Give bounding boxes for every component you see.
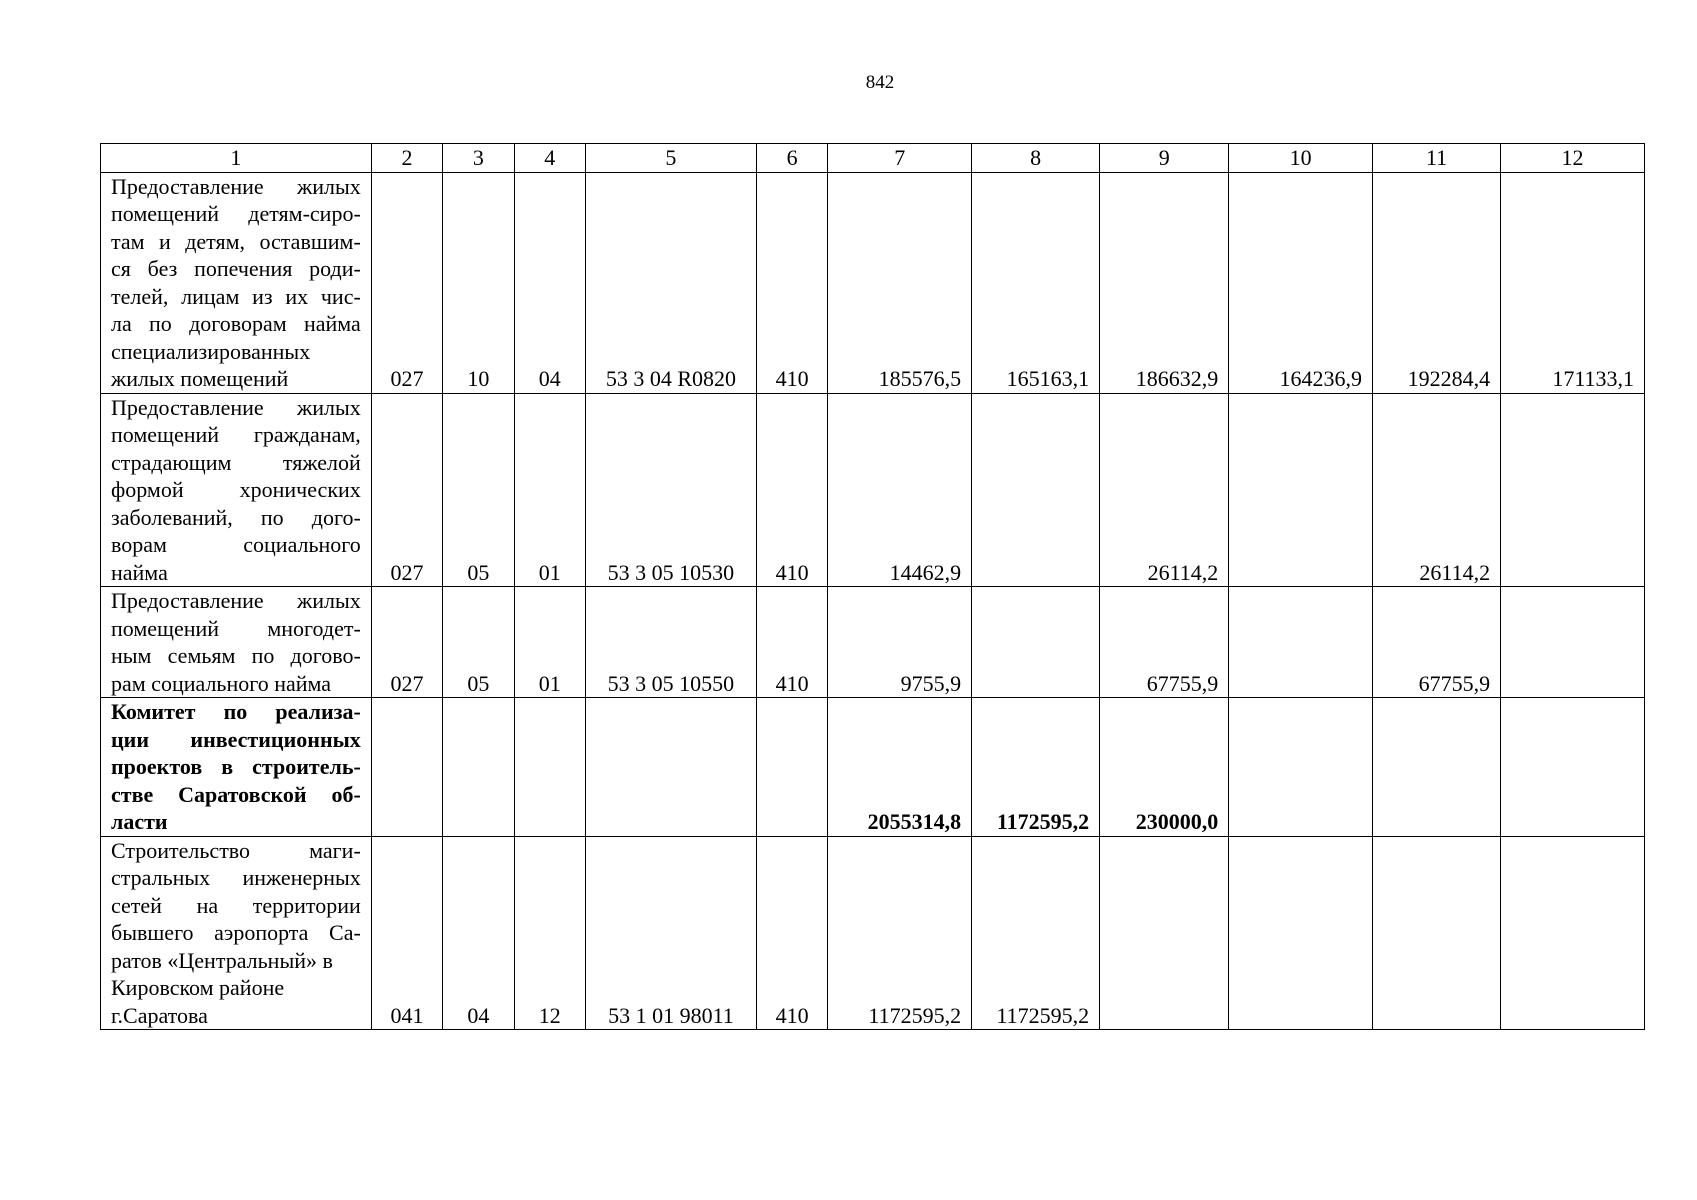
cell-value: 1172595,2: [972, 698, 1100, 837]
column-header: 4: [514, 144, 585, 173]
cell-section: 10: [443, 172, 514, 393]
description-line: ции инвестиционных: [111, 726, 361, 752]
cell-ministry-code: [371, 698, 442, 837]
description-line: ласти: [111, 809, 168, 834]
cell-subsection: 01: [514, 393, 585, 587]
cell-value: 1172595,2: [972, 836, 1100, 1030]
cell-section: 05: [443, 393, 514, 587]
page-number: 842: [865, 72, 895, 93]
cell-value: 67755,9: [1373, 587, 1501, 698]
cell-ministry-code: 027: [371, 587, 442, 698]
description-line: Предоставление жилых: [111, 394, 361, 420]
cell-ministry-code: 041: [371, 836, 442, 1030]
cell-value: 9755,9: [828, 587, 972, 698]
description-line: помещений многодет-: [111, 615, 361, 641]
cell-value: [1501, 698, 1645, 837]
cell-value: 164236,9: [1229, 172, 1373, 393]
cell-target-article: 53 3 04 R0820: [585, 172, 756, 393]
cell-value: [972, 393, 1100, 587]
cell-target-article: [585, 698, 756, 837]
description-line: Комитет по реализа-: [111, 699, 361, 724]
cell-section: [443, 698, 514, 837]
cell-target-article: 53 1 01 98011: [585, 836, 756, 1030]
description-line: формой хронических: [111, 477, 361, 502]
cell-section: 05: [443, 587, 514, 698]
cell-value: 186632,9: [1100, 172, 1229, 393]
description-line: стве Саратовской об-: [111, 781, 361, 807]
cell-expense-type: 410: [756, 393, 827, 587]
table-row: [101, 836, 1645, 1030]
cell-value: [1100, 836, 1229, 1030]
cell-subsection: 04: [514, 172, 585, 393]
cell-target-article: 53 3 05 10530: [585, 393, 756, 587]
row-description: [101, 393, 372, 587]
cell-section: 04: [443, 836, 514, 1030]
description-line: Предоставление жилых: [111, 173, 361, 199]
cell-ministry-code: 027: [371, 172, 442, 393]
column-header: 1: [101, 144, 372, 173]
cell-subsection: 12: [514, 836, 585, 1030]
description-line: проектов в строитель-: [111, 754, 361, 779]
description-line: бывшего аэропорта Са-: [111, 920, 361, 945]
cell-value: [1501, 393, 1645, 587]
cell-value: 26114,2: [1100, 393, 1229, 587]
column-header: 12: [1501, 144, 1645, 173]
description-line: там и детям, оставшим-: [111, 228, 361, 254]
description-line: телей, лицам из их чис-: [111, 283, 361, 309]
table-row: [101, 172, 1645, 393]
row-description: [101, 172, 372, 393]
column-header: 2: [371, 144, 442, 173]
description-line: найма: [111, 559, 168, 585]
description-line: ратов «Центральный» в: [111, 947, 333, 973]
cell-target-article: 53 3 05 10550: [585, 587, 756, 698]
description-line: ла по договорам найма: [111, 311, 361, 336]
cell-value: [1229, 587, 1373, 698]
cell-expense-type: 410: [756, 587, 827, 698]
table-row: [101, 587, 1645, 698]
description-line: жилых помещений: [111, 366, 289, 391]
cell-value: 185576,5: [828, 172, 972, 393]
cell-value: [1229, 393, 1373, 587]
column-header: 6: [756, 144, 827, 173]
column-header: 3: [443, 144, 514, 173]
cell-value: [1373, 836, 1501, 1030]
cell-value: 192284,4: [1373, 172, 1501, 393]
cell-value: 230000,0: [1100, 698, 1229, 837]
cell-value: 26114,2: [1373, 393, 1501, 587]
description-line: специализированных: [111, 338, 311, 364]
description-line: г.Саратова: [111, 1002, 208, 1028]
cell-value: [1501, 836, 1645, 1030]
description-line: помещений детям-сиро-: [111, 201, 361, 226]
column-header: 9: [1100, 144, 1229, 173]
row-description: [101, 587, 372, 698]
cell-ministry-code: 027: [371, 393, 442, 587]
description-line: рам социального найма: [111, 670, 332, 696]
cell-value: 165163,1: [972, 172, 1100, 393]
column-header: 5: [585, 144, 756, 173]
description-line: заболеваний, по дого-: [111, 504, 361, 530]
cell-value: 67755,9: [1100, 587, 1229, 698]
column-header: 8: [972, 144, 1100, 173]
budget-table: [100, 143, 1645, 1030]
cell-value: 1172595,2: [828, 836, 972, 1030]
cell-value: 14462,9: [828, 393, 972, 587]
cell-subsection: 01: [514, 587, 585, 698]
cell-value: [1373, 698, 1501, 837]
cell-value: [1229, 836, 1373, 1030]
column-header: 10: [1229, 144, 1373, 173]
cell-value: [1501, 587, 1645, 698]
description-line: сетей на территории: [111, 892, 361, 918]
description-line: ным семьям по догово-: [111, 643, 361, 668]
cell-expense-type: [756, 698, 827, 837]
description-line: Кировском районе: [111, 975, 285, 1000]
row-description: [101, 698, 372, 837]
description-line: Предоставление жилых: [111, 588, 361, 613]
description-line: страдающим тяжелой: [111, 449, 361, 475]
description-line: Строительство маги-: [111, 837, 361, 863]
cell-value: 171133,1: [1501, 172, 1645, 393]
column-header: 11: [1373, 144, 1501, 173]
table-row-total: [101, 698, 1645, 837]
table-header-row: [101, 144, 1645, 173]
cell-value: [972, 587, 1100, 698]
cell-expense-type: 410: [756, 172, 827, 393]
description-line: помещений гражданам,: [111, 422, 361, 447]
cell-subsection: [514, 698, 585, 837]
description-line: ворам социального: [111, 532, 361, 557]
cell-value: [1229, 698, 1373, 837]
table-row: [101, 393, 1645, 587]
cell-value: 2055314,8: [828, 698, 972, 837]
column-header: 7: [828, 144, 972, 173]
row-description: [101, 836, 372, 1030]
description-line: ся без попечения роди-: [111, 256, 361, 281]
cell-expense-type: 410: [756, 836, 827, 1030]
description-line: стральных инженерных: [111, 865, 361, 890]
